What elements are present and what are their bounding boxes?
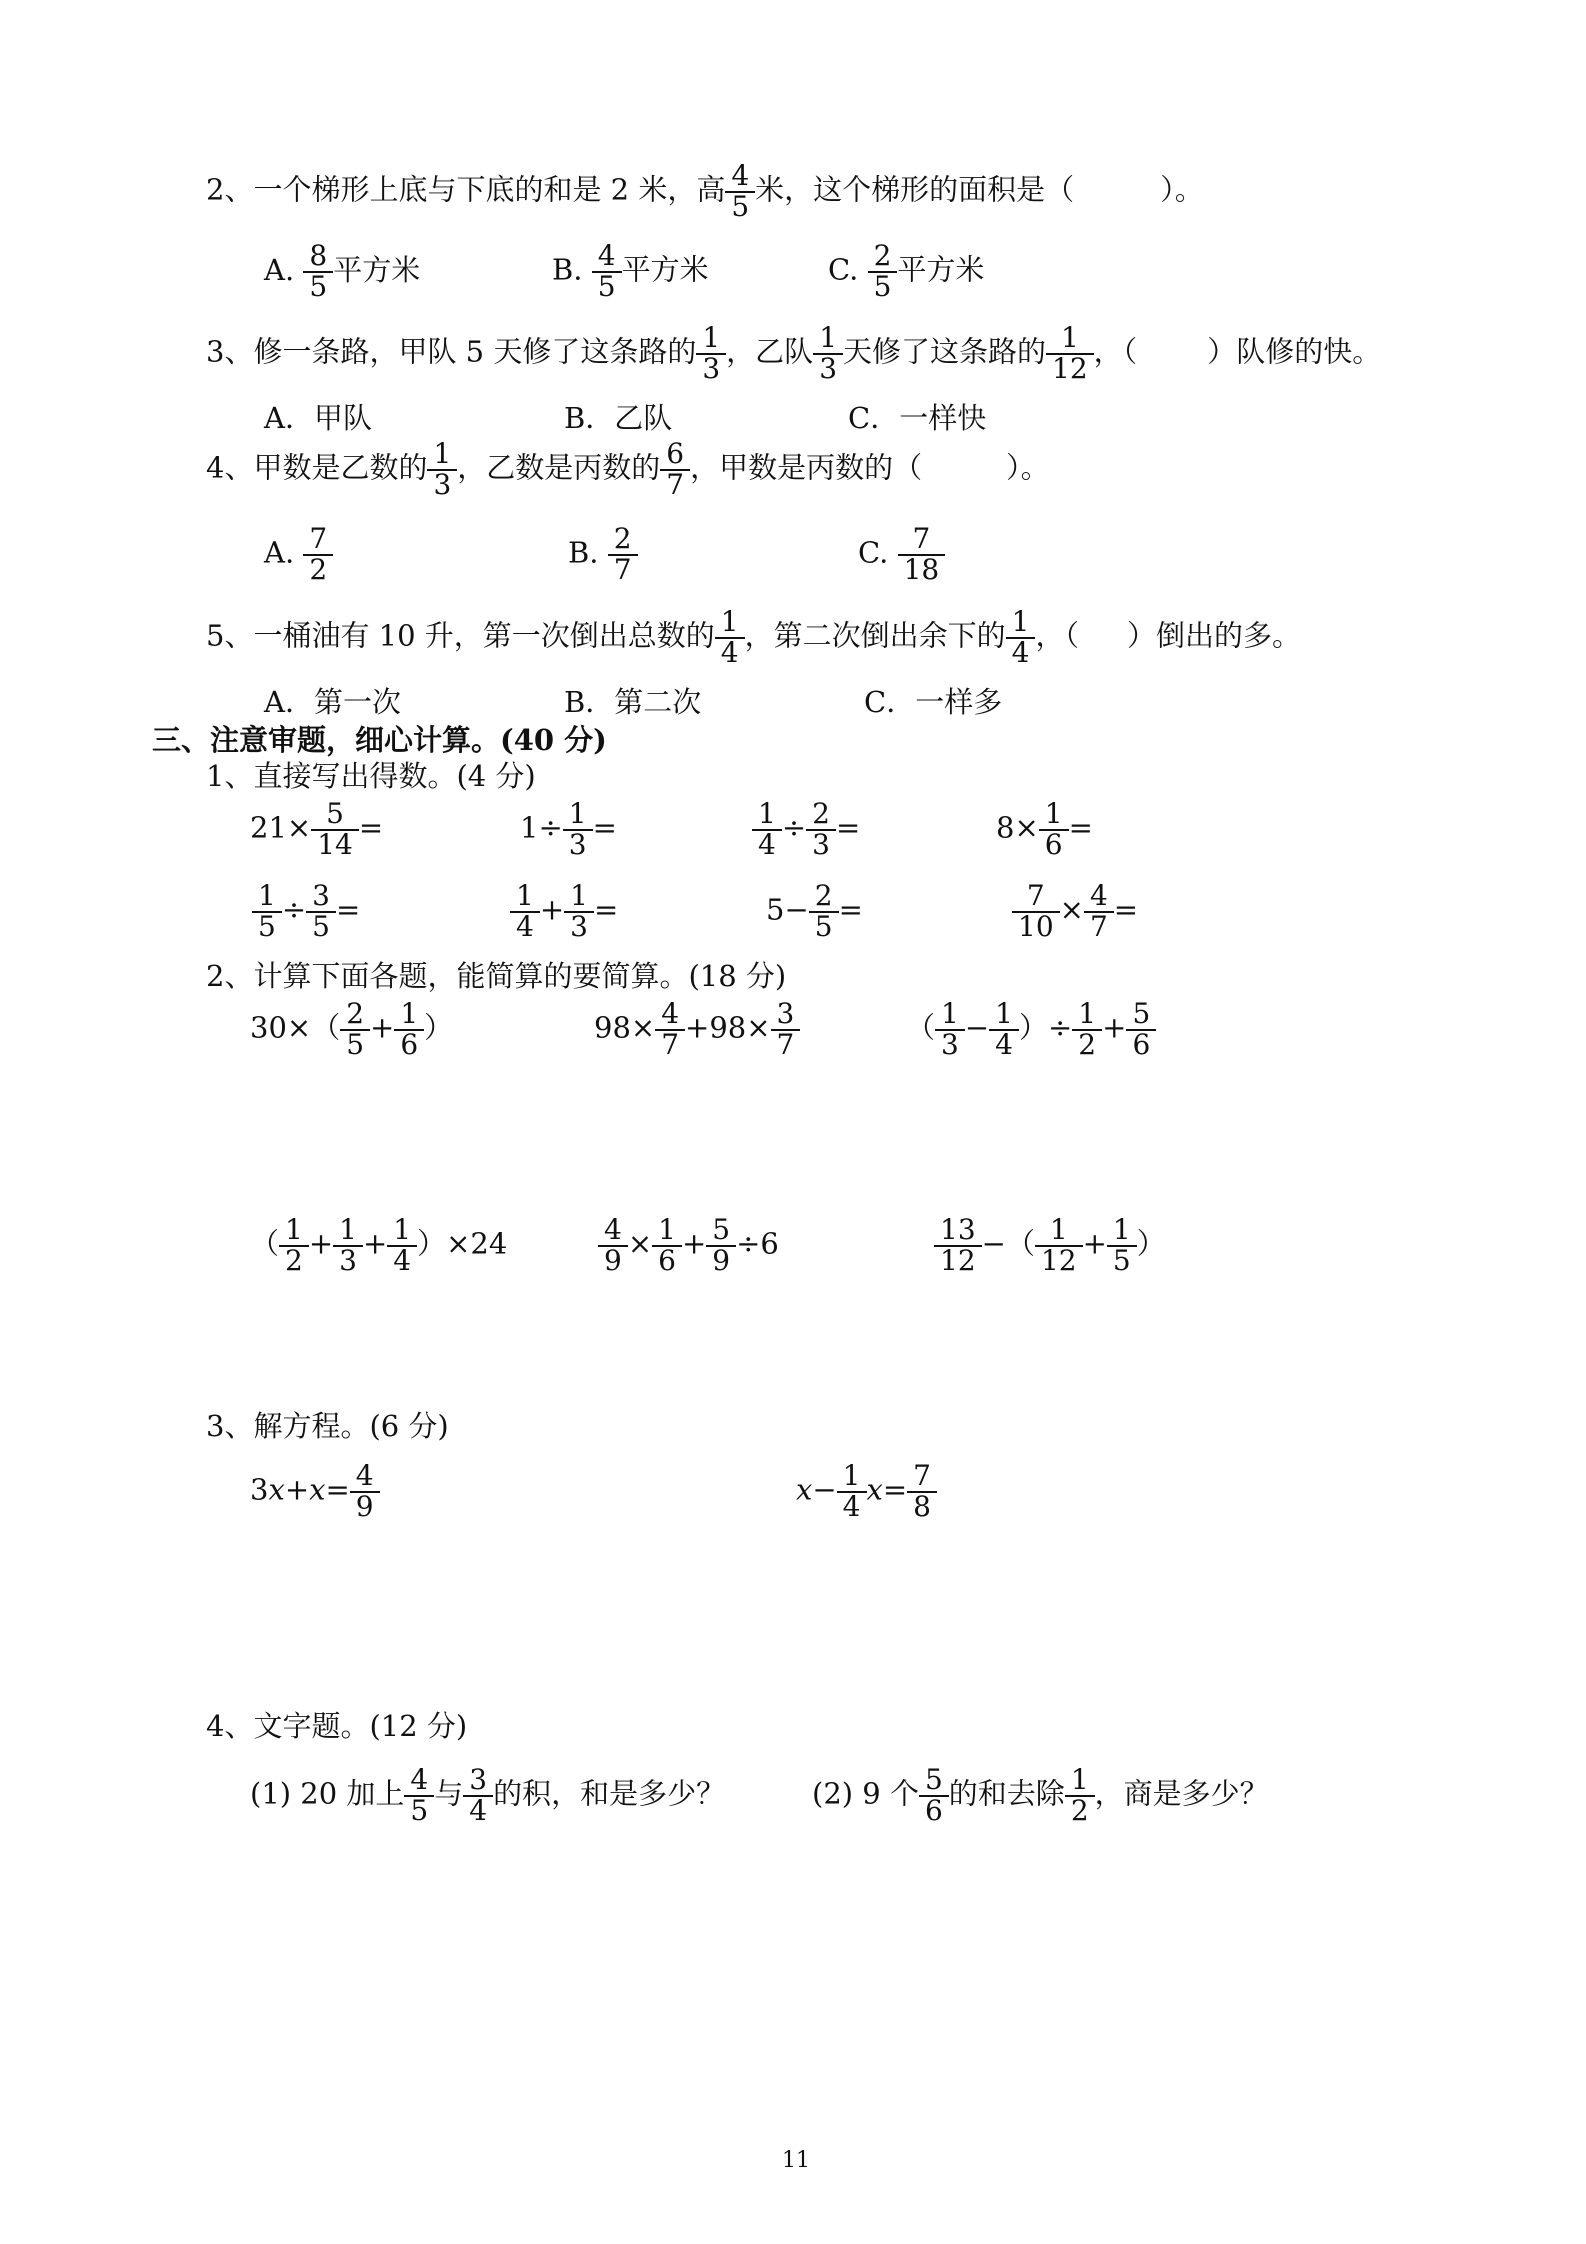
q3-option-c: C．一样快 [848,401,987,435]
q2-option-b: B. $\frac{4}{5}$ 平方米 [552,239,709,303]
q4-option-b: B. $\frac{2}{7}$ [568,525,638,584]
calc-expr-5: $\frac{4}{9}$ × $\frac{1}{6}$ + $\frac{5}{9}$ ÷6 [598,1216,779,1275]
equation-2: x− $\frac{1}{4}$ x= $\frac{7}{8}$ [796,1462,937,1521]
q2-text-b: 米，这个梯形的面积是（ [755,172,1075,207]
calc-expr-2: 98× $\frac{4}{7}$ +98× $\frac{3}{7}$ [594,1000,800,1059]
section3-title: 三、注意审题，细心计算。(40 分) [152,723,607,757]
q3-option-b: B．乙队 [564,401,673,435]
q2-height-fraction: $\frac{4}{5}$ [728,162,752,221]
mental-calc-6: $\frac{1}{4}$ + $\frac{1}{3}$ = [510,882,618,941]
q2-options [264,239,421,303]
q4-line: 4、甲数是乙数的 $\frac{1}{3}$ ，乙数是丙数的 $\frac{6}{7}$ ，甲数是丙数的（ ）。 [206,437,1050,501]
mental-calc-8: $\frac{7}{10}$ × $\frac{4}{7}$ = [1012,882,1138,941]
q2-option-a: A. $\frac{8}{5}$ 平方米 [264,239,421,303]
calc-expr-1: 30×（ $\frac{2}{5}$ + $\frac{1}{6}$ ） [250,997,454,1061]
q5-option-c: C．一样多 [864,685,1003,719]
mental-calc-4: 8× $\frac{1}{6}$ = [996,797,1093,861]
q3-fraction-1: $\frac{1}{3}$ [699,324,723,383]
mental-calc-7: 5− $\frac{2}{5}$ = [766,879,863,943]
word-problem-2: (2) 9 个 $\frac{5}{6}$ 的和去除 $\frac{1}{2}$ ，商是多少？ [812,1763,1269,1827]
q2-line [206,159,1204,223]
q5-option-b: B．第二次 [564,685,702,719]
part1-title: 1、直接写出得数。(4 分) [206,759,536,793]
part3-title: 3、解方程。(6 分) [206,1409,449,1443]
calc-expr-3: （ $\frac{1}{3}$ − $\frac{1}{4}$ ）÷ $\frac{1}{2}$ + $\frac{5}{6}$ [906,1000,1156,1059]
q2-text-c: ）。 [1160,172,1204,207]
page-number: 11 [782,2148,810,2173]
q5-option-a: A．第一次 [264,685,401,719]
mental-calc-5: $\frac{1}{5}$ ÷ $\frac{3}{5}$ = [252,882,360,941]
q3-line: 3、修一条路，甲队 5 天修了这条路的 $\frac{1}{3}$ ，乙队 $\frac{1}{3}$ 天修了这条路的 $\frac{1}{12}$ ，（ ）队修的快。 [206,321,1382,385]
q3-fraction-2: $\frac{1}{3}$ [816,324,840,383]
word-problem-1: (1) 20 加上 $\frac{4}{5}$ 与 $\frac{3}{4}$ 的积，和是多少？ [250,1763,726,1827]
calc-expr-4: （ $\frac{1}{2}$ + $\frac{1}{3}$ + $\frac{1}{4}$ ）×24 [250,1213,508,1277]
equation-1: 3x+x= $\frac{4}{9}$ [250,1462,380,1521]
q4-option-c: C. $\frac{7}{18}$ [858,525,945,584]
mental-calc-1: 21× $\frac{5}{14}$ = [250,797,384,861]
part4-title: 4、文字题。(12 分) [206,1709,468,1743]
q3-fraction-3: $\frac{1}{12}$ [1049,324,1091,383]
q2-option-c: C. $\frac{2}{5}$ 平方米 [828,239,985,303]
mental-calc-3: $\frac{1}{4}$ ÷ $\frac{2}{3}$ = [752,800,860,859]
q4-option-a: A. $\frac{7}{2}$ [264,525,333,584]
q5-line: 5、一桶油有 10 升，第一次倒出总数的 $\frac{1}{4}$ ，第二次倒出余下的 $\frac{1}{4}$ ，（ ）倒出的多。 [206,605,1301,669]
mental-calc-2: 1÷ $\frac{1}{3}$ = [520,797,617,861]
part2-title: 2、计算下面各题，能简算的要简算。(18 分) [206,959,787,993]
calc-expr-6: $\frac{13}{12}$ −（ $\frac{1}{12}$ + $\frac{1}{5}$ ） [934,1216,1166,1275]
q2-text-a: 2、一个梯形上底与下底的和是 2 米，高 [206,172,726,207]
q3-option-a: A．甲队 [264,401,372,435]
